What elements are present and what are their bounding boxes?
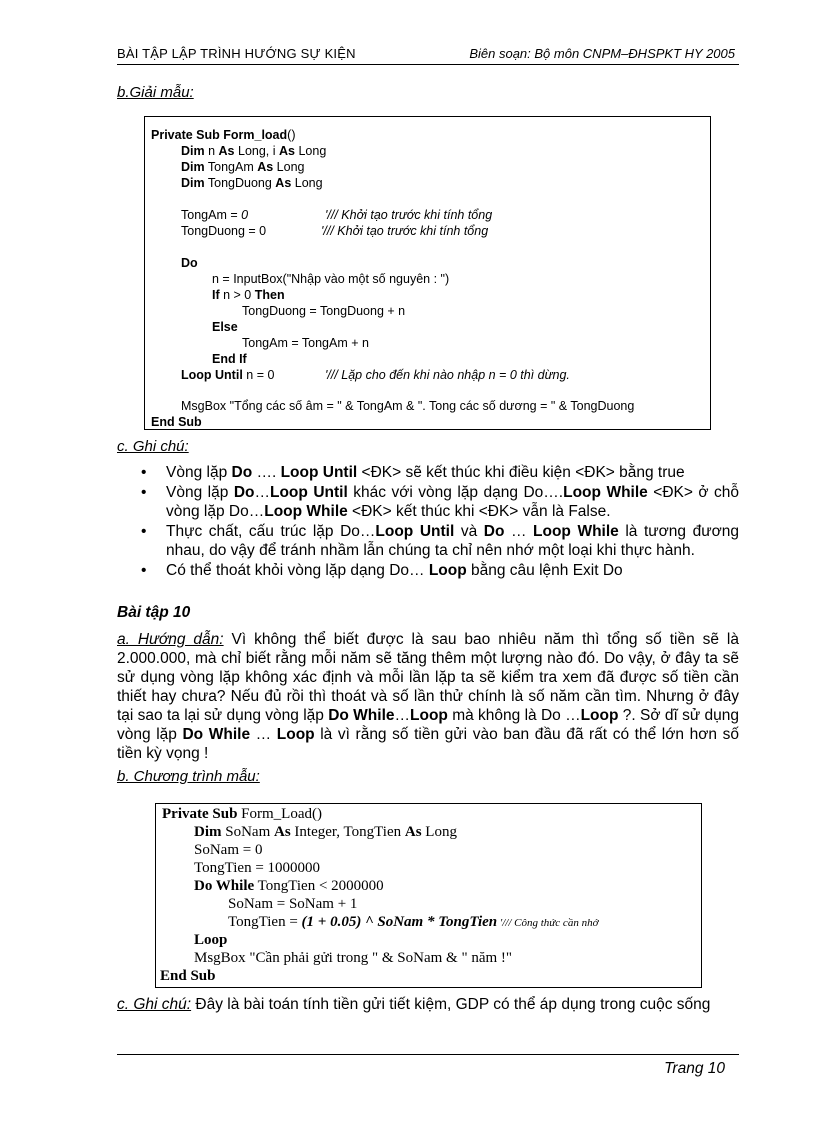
- code1-line-loop-until: Loop Until n = 0: [181, 368, 275, 382]
- code1-comment-loop: '/// Lặp cho đến khi nào nhập n = 0 thì dừng.: [325, 368, 570, 382]
- code1-line-endsub: End Sub: [151, 415, 202, 429]
- code2-line-5: Do While TongTien < 2000000: [194, 878, 384, 894]
- bullet-icon: •: [141, 484, 147, 501]
- note-item-4: • Có thể thoát khỏi vòng lặp dạng Do… Loop bằng câu lệnh Exit Do: [141, 562, 623, 579]
- code1-line-msgbox: MsgBox "Tổng các số âm = " & TongAm & ". Tong các số dương = " & TongDuong: [181, 399, 635, 413]
- code1-line-if: If n > 0 Then: [212, 288, 285, 302]
- guide-label: a. Hướng dẫn:: [117, 631, 224, 648]
- code-block-1: [144, 116, 711, 430]
- code1-line-do: Do: [181, 256, 198, 270]
- code1-line-2: Dim n As Long, i As Long: [181, 144, 327, 158]
- code1-line-else: Else: [212, 320, 238, 334]
- page-number: Trang 10: [664, 1060, 725, 1077]
- section-c-ghi-chu: c. Ghi chú:: [117, 438, 189, 455]
- code1-line-tongduong: TongDuong = TongDuong + n: [242, 304, 406, 318]
- code1-line-6: TongDuong = 0: [181, 224, 267, 238]
- note-item-2: • Vòng lặp Do…Loop Until khác với vòng lặp dạng Do….Loop While <ĐK> ở chỗ vòng lặp Do…Loop While <ĐK> kết thúc khi <ĐK> vẫn là False.: [141, 484, 739, 520]
- bullet-icon: •: [141, 464, 147, 481]
- code2-line-2: Dim SoNam As Integer, TongTien As Long: [194, 824, 457, 840]
- code1-comment-5: '/// Khởi tạo trước khi tính tổng: [325, 208, 493, 222]
- note-item-1: • Vòng lặp Do …. Loop Until <ĐK> sẽ kết thúc khi điều kiện <ĐK> bằng true: [141, 464, 685, 481]
- code1-line-5: TongAm = 0: [181, 208, 249, 222]
- header-author: Biên soạn: Bộ môn CNPM–ĐHSPKT HY 2005: [469, 46, 735, 61]
- code2-line-1: Private Sub Form_Load(): [162, 806, 322, 822]
- code1-comment-6: '/// Khởi tạo trước khi tính tổng: [321, 224, 489, 238]
- footer-divider: [117, 1054, 739, 1055]
- code1-line-4: Dim TongDuong As Long: [181, 176, 323, 190]
- exercise-title: Bài tập 10: [117, 604, 191, 621]
- final-note-text: Đây là bài toán tính tiền gửi tiết kiệm, GDP có thể áp dụng trong cuộc sống: [191, 996, 711, 1013]
- code2-line-8: Loop: [194, 932, 228, 948]
- code2-line-9: MsgBox "Cần phải gửi trong " & SoNam & " năm !": [194, 950, 513, 966]
- guide-paragraph: a. Hướng dẫn: Vì không thể biết được là sau bao nhiêu năm thì tổng số tiền sẽ là 2.000.000, mà chỉ biết rằng mỗi năm sẽ tăng thêm một lượng nào đó. Do vậy, ở đây ta sẽ sử dụng vòng lặp không xác định và mỗi lần lặp ta sẽ kiểm tra xem đã được số tiền cần thiết hay chưa? Nếu đủ rồi thì thoát và số lần thử chính là số năm cần tìm. Nhưng ở đây tại sao ta lại sử dụng vòng lặp Do While…Loop mà không là Do …Loop ?. Sở dĩ sử dụng vòng lặp Do While … Loop là vì rằng số tiền gửi vào ban đầu đã rất có thể lớn hơn số tiền kỳ vọng !: [117, 631, 739, 762]
- notes-list: [117, 463, 739, 580]
- code2-line-7: TongTien = (1 + 0.05) ^ SoNam * TongTien '/// Công thức cần nhớ: [228, 914, 599, 930]
- section-b-chuong-trinh-mau: b. Chương trình mẫu:: [117, 768, 260, 785]
- code1-line-inputbox: n = InputBox("Nhập vào một số nguyên : "): [212, 272, 450, 286]
- bullet-icon: •: [141, 523, 147, 540]
- bullet-icon: •: [141, 562, 147, 579]
- code1-line-tongam: TongAm = TongAm + n: [242, 336, 369, 350]
- final-note-label: c. Ghi chú:: [117, 996, 192, 1013]
- code-block-2: [155, 803, 702, 988]
- code2-line-3: SoNam = 0: [194, 842, 263, 858]
- final-note: [117, 996, 710, 1014]
- code2-line-10: End Sub: [160, 968, 216, 984]
- code2-line-6: SoNam = SoNam + 1: [228, 896, 358, 912]
- header-title: BÀI TẬP LẬP TRÌNH HƯỚNG SỰ KIỆN: [117, 46, 356, 61]
- page-header: [117, 46, 739, 65]
- code2-line-4: TongTien = 1000000: [194, 860, 321, 876]
- note-item-3: • Thực chất, cấu trúc lặp Do…Loop Until và Do … Loop While là tương đương nhau, do vậy để tránh nhầm lẫn chúng ta chỉ nên nhớ một loại khi thực hành.: [141, 523, 739, 559]
- code1-line-endif: End If: [212, 352, 247, 366]
- code1-line-1: Private Sub Form_load(): [151, 128, 296, 142]
- section-b-giai-mau: b.Giải mẫu:: [117, 84, 194, 101]
- code1-line-3: Dim TongAm As Long: [181, 160, 305, 174]
